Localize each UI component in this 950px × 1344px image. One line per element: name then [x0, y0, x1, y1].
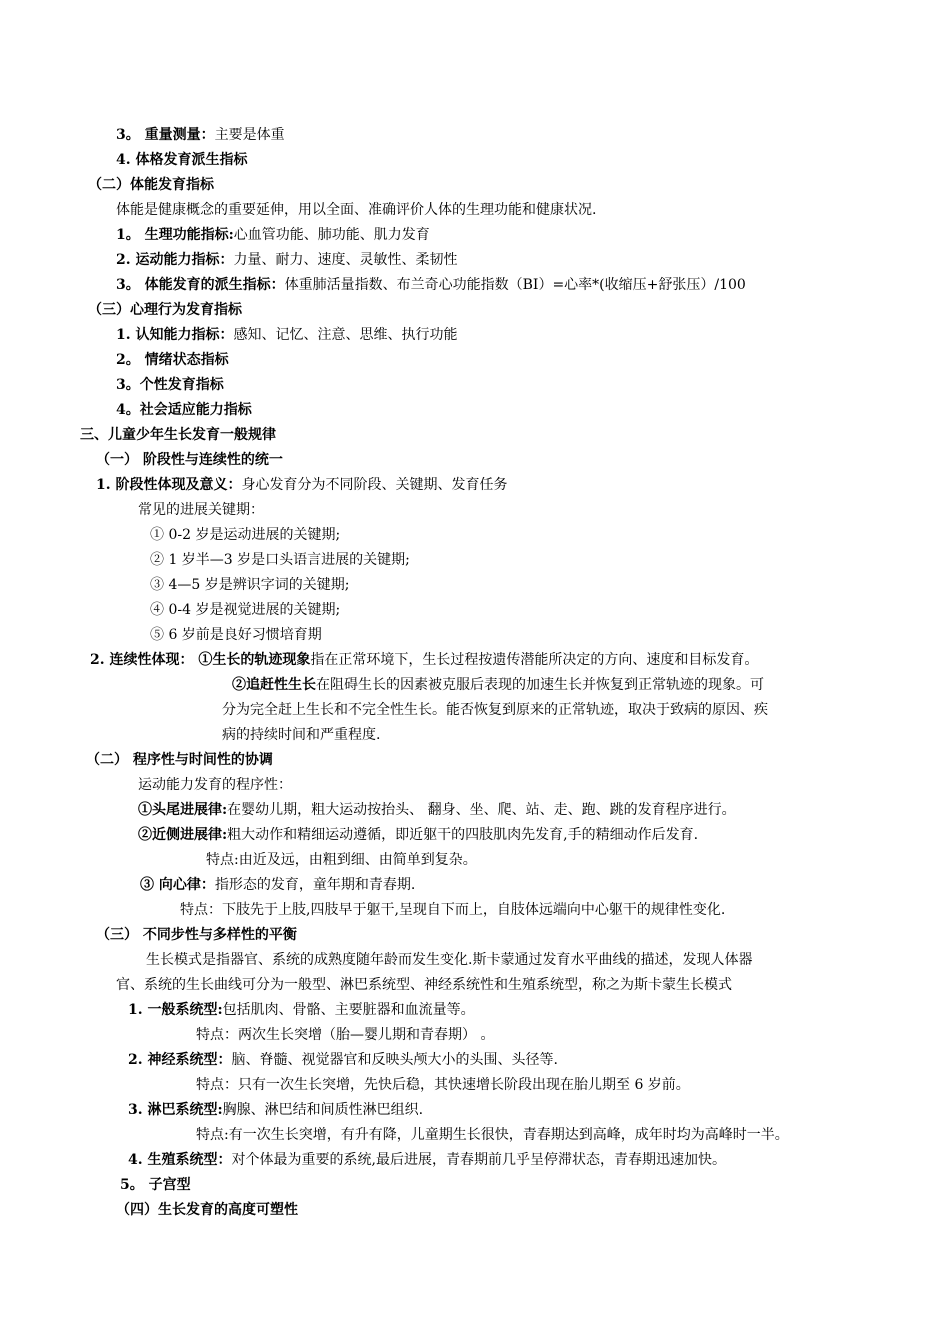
text-line: 运动能力发育的程序性： — [138, 777, 292, 793]
list-item: 2. 神经系统型：脑、脊髓、视觉器官和反映头颅大小的头围、头径等. — [128, 1052, 558, 1068]
section-heading: （三） 不同步性与多样性的平衡 — [96, 927, 297, 943]
text-line: 病的持续时间和严重程度. — [222, 727, 381, 743]
text-line: 特点：两次生长突增（胎—婴儿期和青春期） 。 — [196, 1027, 495, 1043]
text-line: 1。 生理功能指标:心血管功能、肺功能、肌力发育 — [116, 227, 430, 243]
text-line: ②追赶性生长在阻碍生长的因素被克服后表现的加速生长并恢复到正常轨迹的现象。可 — [232, 677, 764, 693]
text-line: 特点：只有一次生长突增，先快后稳，其快速增长阶段出现在胎儿期至 6 岁前。 — [196, 1077, 690, 1093]
text-line: 1. 认知能力指标：感知、记忆、注意、思维、执行功能 — [116, 327, 458, 343]
paragraph: 体能是健康概念的重要延伸，用以全面、准确评价人体的生理功能和健康状况. — [116, 202, 597, 218]
paragraph: 生长模式是指器官、系统的成熟度随年龄而发生变化.斯卡蒙通过发育水平曲线的描述，发现人体器 — [146, 952, 753, 968]
text-line: 3。 重量测量：主要是体重 — [116, 127, 285, 143]
list-item: ①头尾进展律:在婴幼儿期，粗大运动按抬头、 翻身、坐、爬、站、走、跑、跳的发育程序进行。 — [138, 802, 736, 818]
text-line: 4. 体格发育派生指标 — [116, 152, 248, 168]
text-line: 3。个性发育指标 — [116, 377, 224, 393]
list-item: ③ 4—5 岁是辨识字词的关键期; — [150, 577, 350, 593]
list-item: ⑤ 6 岁前是良好习惯培育期 — [150, 627, 322, 643]
section-heading: （四）生长发育的高度可塑性 — [116, 1202, 298, 1218]
list-item: ③ 向心律：指形态的发育，童年期和青春期. — [140, 877, 416, 893]
text-line: 1. 阶段性体现及意义：身心发育分为不同阶段、关键期、发育任务 — [96, 477, 508, 493]
list-item: 4. 生殖系统型：对个体最为重要的系统,最后进展，青春期前几乎呈停滞状态，青春期迅速加快。 — [128, 1152, 726, 1168]
list-item: ② 1 岁半—3 岁是口头语言进展的关键期; — [150, 552, 410, 568]
section-heading: （三）心理行为发育指标 — [88, 302, 242, 318]
list-item: 1. 一般系统型:包括肌肉、骨骼、主要脏器和血流量等。 — [128, 1002, 475, 1018]
text-line: 2. 连续性体现： ①生长的轨迹现象指在正常环境下，生长过程按遗传潜能所决定的方向、速度和目标发育。 — [90, 652, 759, 668]
section-heading: （二）体能发育指标 — [88, 177, 214, 193]
text-line: 4。社会适应能力指标 — [116, 402, 252, 418]
text-line: 特点:有一次生长突增，有升有降，儿童期生长很快，青春期达到高峰，成年时均为高峰时一半。 — [196, 1127, 789, 1143]
list-item: 3. 淋巴系统型:胸腺、淋巴结和间质性淋巴组织. — [128, 1102, 424, 1118]
text-line: 特点:由近及远，由粗到细、由简单到复杂。 — [206, 852, 477, 868]
text-line: 分为完全赶上生长和不完全性生长。能否恢复到原来的正常轨迹，取决于致病的原因、疾 — [222, 702, 768, 718]
text-line: 2. 运动能力指标：力量、耐力、速度、灵敏性、柔韧性 — [116, 252, 458, 268]
list-item: ④ 0-4 岁是视觉进展的关键期; — [150, 602, 341, 618]
text-line: 3。 体能发育的派生指标：体重肺活量指数、布兰奇心功能指数（BI）=心率*(收缩压+舒张压）/100 — [116, 277, 746, 293]
chapter-heading: 三、儿童少年生长发育一般规律 — [80, 427, 276, 443]
text-line: 常见的进展关键期： — [138, 502, 264, 518]
section-heading: （一） 阶段性与连续性的统一 — [96, 452, 283, 468]
text-line: 2。 情绪状态指标 — [116, 352, 229, 368]
section-heading: （二） 程序性与时间性的协调 — [86, 752, 273, 768]
list-item: 5。 子宫型 — [120, 1177, 191, 1193]
text-line: 特点：下肢先于上肢,四肢早于躯干,呈现自下而上，自肢体远端向中心躯干的规律性变化. — [180, 902, 726, 918]
list-item: ① 0-2 岁是运动进展的关键期; — [150, 527, 341, 543]
list-item: ②近侧进展律:粗大动作和精细运动遵循，即近躯干的四肢肌肉先发育,手的精细动作后发育. — [138, 827, 699, 843]
paragraph: 官、系统的生长曲线可分为一般型、淋巴系统型、神经系统性和生殖系统型，称之为斯卡蒙生长模式 — [116, 977, 732, 993]
